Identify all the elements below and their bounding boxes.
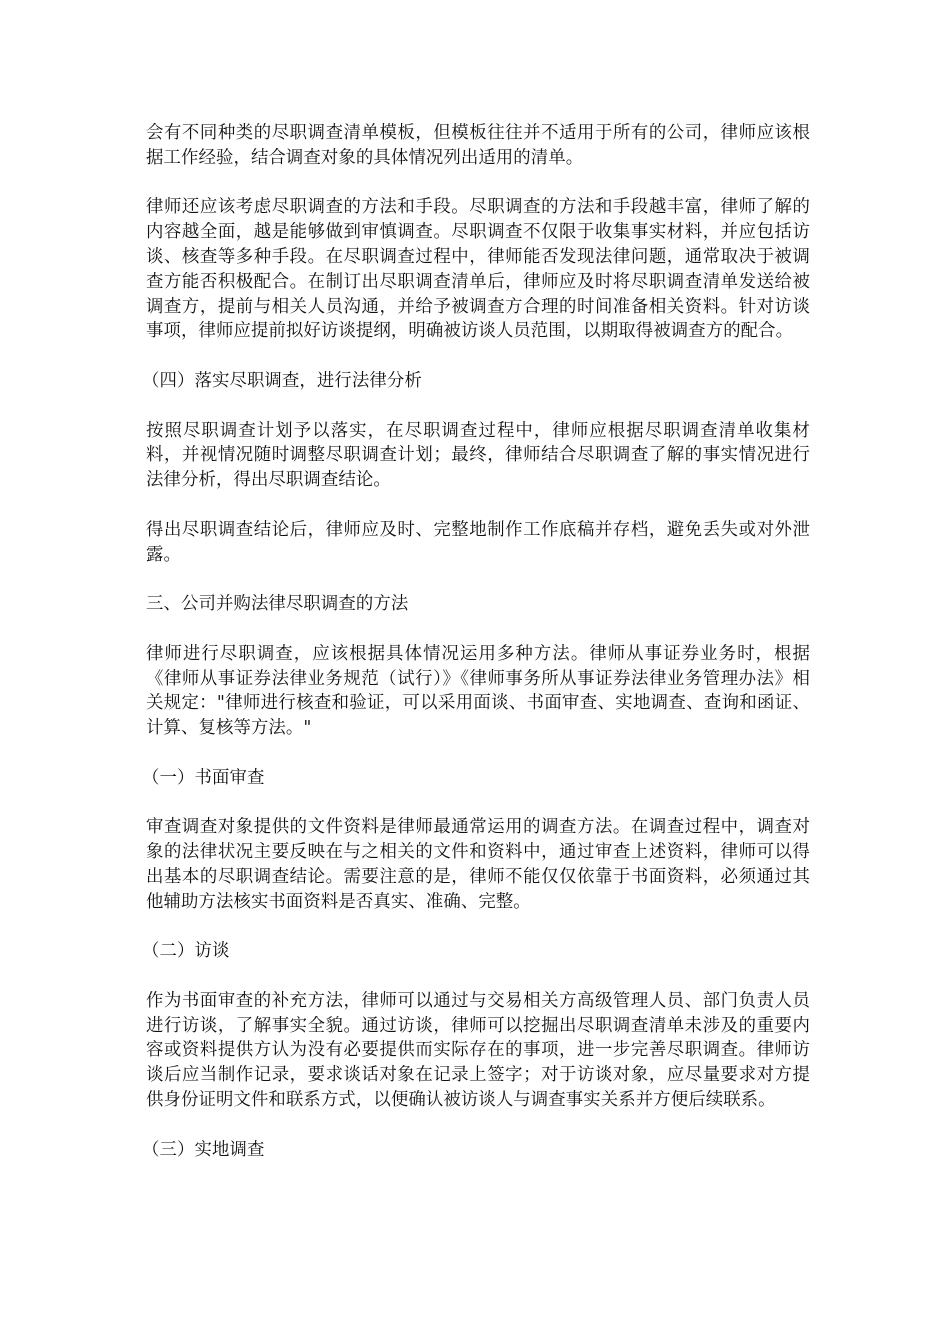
paragraph-gap <box>146 394 810 419</box>
paragraph-document-review: 审查调查对象提供的文件资料是律师最通常运用的调查方法。在调查过程中，调查对象的法律状况主要反映在与之相关的文件和资料中，通过审查上述资料，律师可以得出基本的尽职调查结论。需要注意的是，律师不能仅仅依靠于书面资料，必须通过其他辅助方法核实书面资料是否真实、准确、完整。 <box>146 817 810 912</box>
paragraph-methods-overview: 律师进行尽职调查，应该根据具体情况运用多种方法。律师从事证券业务时，根据《律师从事证券法律业务规范（试行）》《律师事务所从事证券法律业务管理办法》相关规定："律师进行核查和验证，可以采用面谈、书面审查、实地调查、查询和函证、计算、复核等方法。" <box>146 643 810 739</box>
document-body <box>142 121 810 1162</box>
paragraph-methods-means: 律师还应该考虑尽职调查的方法和手段。尽职调查的方法和手段越丰富，律师了解的内容越全面，越是能够做到审慎调查。尽职调查不仅限于收集事实材料，并应包括访谈、核查等多种手段。在尽职调查过程中，律师能否发现法律问题，通常取决于被调查方能否积极配合。在制订出尽职调查清单后，律师应及时将尽职调查清单发送给被调查方，提前与相关人员沟通，并给予被调查方合理的时间准备相关资料。针对访谈事项，律师应提前拟好访谈提纲，明确被访谈人员范围，以期取得被调查方的配合。 <box>146 197 810 342</box>
section-heading-4: （四）落实尽职调查，进行法律分析 <box>142 370 422 391</box>
paragraph-gap <box>146 915 810 940</box>
paragraph-gap <box>146 493 810 518</box>
paragraph-gap <box>146 617 810 642</box>
chapter-heading-3: 三、公司并购法律尽职调查的方法 <box>146 594 409 615</box>
paragraph-gap <box>146 344 810 369</box>
section-heading-site-investigation: （三）实地调查 <box>142 1139 265 1160</box>
paragraph-gap <box>146 964 810 989</box>
paragraph-implementation: 按照尽职调查计划予以落实，在尽职调查过程中，律师应根据尽职调查清单收集材料，并视情况随时调整尽职调查计划；最终，律师结合尽职调查了解的事实情况进行法律分析，得出尽职调查结论。 <box>146 420 810 491</box>
paragraph-gap <box>146 1113 810 1138</box>
paragraph-gap <box>146 171 810 196</box>
section-heading-interview: （二）访谈 <box>142 941 230 962</box>
paragraph-working-papers: 得出尽职调查结论后，律师应及时、完整地制作工作底稿并存档，避免丢失或对外泄露。 <box>146 519 810 565</box>
paragraph-checklist-template: 会有不同种类的尽职调查清单模板，但模板往往并不适用于所有的公司，律师应该根据工作经验，结合调查对象的具体情况列出适用的清单。 <box>146 123 810 168</box>
paragraph-gap <box>146 741 810 766</box>
paragraph-gap <box>146 567 810 592</box>
paragraph-gap <box>146 791 810 816</box>
paragraph-interview: 作为书面审查的补充方法，律师可以通过与交易相关方高级管理人员、部门负责人员进行访谈，了解事实全貌。通过访谈，律师可以挖掘出尽职调查清单未涉及的重要内容或资料提供方认为没有必要提供而实际存在的事项，进一步完善尽职调查。律师访谈后应当制作记录，要求谈话对象在记录上签字；对于访谈对象，应尽量要求对方提供身份证明文件和联系方式，以便确认被访谈人与调查事实关系并方便后续联系。 <box>146 990 810 1111</box>
section-heading-document-review: （一）书面审查 <box>142 767 265 788</box>
